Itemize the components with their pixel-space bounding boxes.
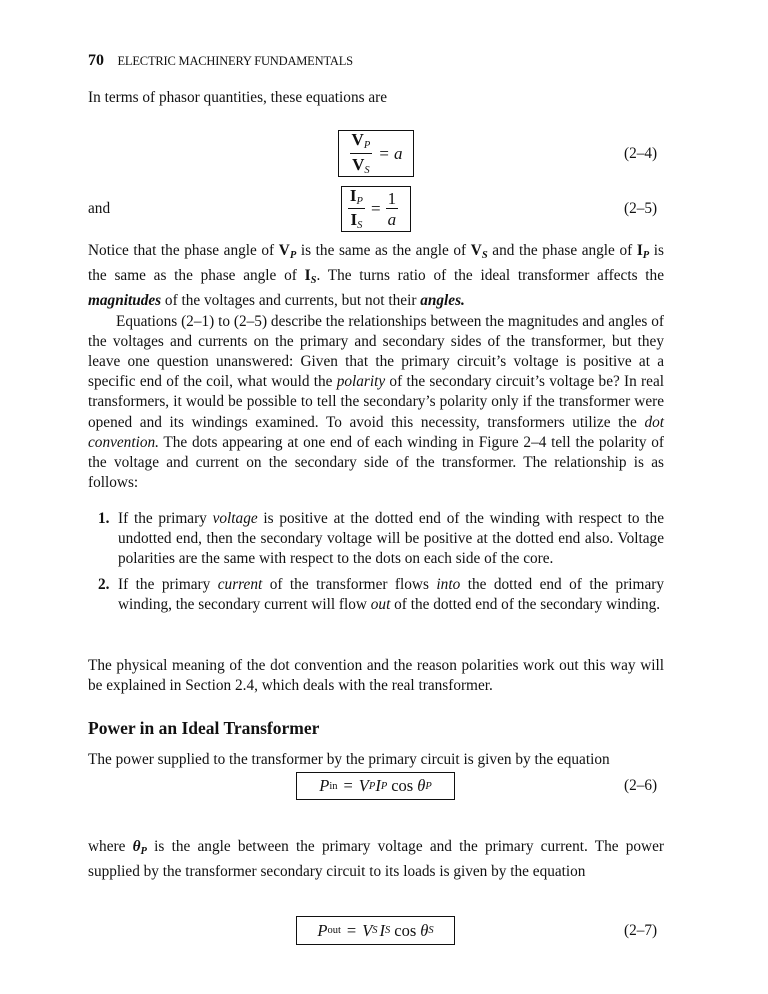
equation-number-2-7: (2–7) (624, 922, 658, 939)
body-paragraph-power-in: The power supplied to the transformer by the primary circuit is given by the equation (88, 751, 610, 768)
equation-number-2-4: (2–4) (624, 145, 658, 162)
intro-text: In terms of phasor quantities, these equations are (88, 89, 388, 106)
fraction: $\frac{I_P}{I_S}$ (349, 185, 363, 231)
running-header (88, 52, 353, 70)
equation-number-2-5: (2–5) (624, 200, 658, 217)
and-label: and (88, 200, 111, 217)
list-item: 1. If the primary voltage is positive at the dotted end of the winding with respect to the undotted end, then the secondary voltage will be positive at the dotted end also. Voltage polarities are the same with respect to the dots on each side of the core. (98, 510, 664, 568)
list-item: 2. If the primary current of the transformer flows into the dotted end of the primary winding, the secondary current will flow out of the dotted end of the secondary winding. (98, 575, 664, 613)
equation-2-6: P in = V P I P cos θ P (296, 772, 455, 800)
body-paragraph-phase: Notice that the phase angle of $V_P$ is the same as the angle of $V_S$ and the phase angle of $I_P$ is the same as the phase angle of $I_S$. The turns ratio of the ideal transformer affects the magnitudes of the voltages and currents, but not their angles. Equations (2–1) to (2–5) describe the relationships between the magnitudes and angles of the voltages and currents on the primary and secondary sides of the transformer, but they leave one question unanswered: Given that the primary circuit’s voltage is positive at a specific end of the coil, what would the polarity of the secondary circuit’s voltage be? In real transformers, it would be possible to tell the secondary’s polarity only if the transformer were opened and its windings examined. To avoid this necessity, transformers utilize the dot convention. The dots appearing at one end of each winding in Figure 2–4 tell the polarity of the voltage and current on the secondary side of the transformer. The relationship is as follows: (88, 242, 665, 492)
equation-2-7: P out = V S I S cos θ S (296, 916, 455, 945)
equation-2-5: $\frac{I_P}{I_S}$ = $\frac{1}{a}$ (341, 186, 411, 232)
page-number: 70 (88, 52, 104, 69)
dot-convention-list (88, 509, 664, 620)
body-paragraph-power-out: where $\theta_P$ is the angle between the primary voltage and the primary current. The power supplied by the transformer secondary circuit to its loads is given by the equation (88, 838, 664, 881)
section-heading: Power in an Ideal Transformer (88, 718, 320, 738)
fraction: $\frac{V_P}{V_S}$ (351, 130, 371, 176)
body-paragraph-physical-meaning: The physical meaning of the dot convention and the reason polarities work out this way will be explained in Section 2.4, which deals with the real transformer. (88, 657, 664, 695)
eq-rhs: = a (378, 143, 403, 163)
running-title: ELECTRIC MACHINERY FUNDAMENTALS (117, 54, 353, 68)
equation-number-2-6: (2–6) (624, 777, 658, 794)
fraction-rhs: $\frac{1}{a}$ (387, 189, 397, 229)
equation-2-4 (338, 130, 414, 177)
